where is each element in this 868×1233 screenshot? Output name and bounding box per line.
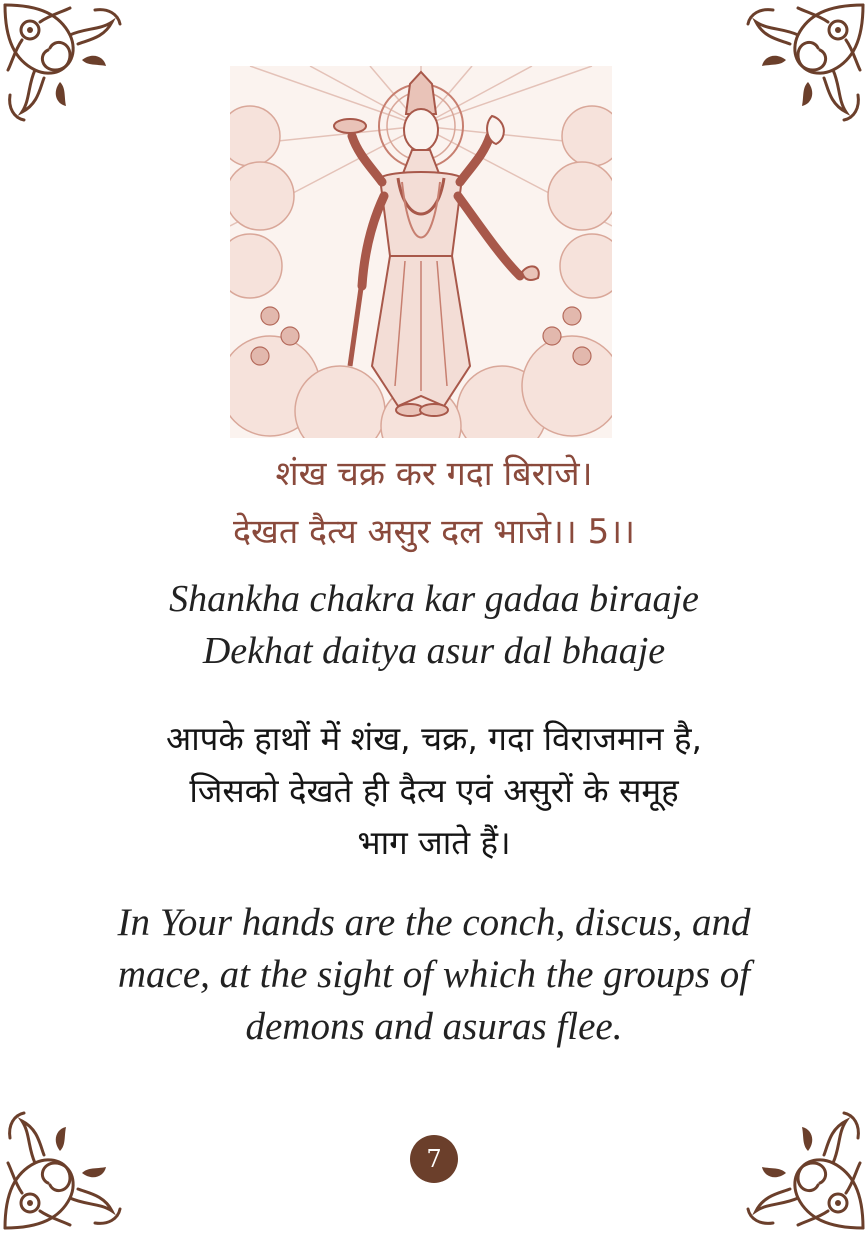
- verse-translit-line: Dekhat daitya asur dal bhaaje: [202, 630, 666, 672]
- meaning-hindi: [0, 713, 868, 869]
- meaning-hindi-line: आपके हाथों में शंख, चक्र, गदा विराजमान है,: [165, 719, 703, 758]
- meaning-english-line: mace, at the sight of which the groups of: [117, 953, 751, 996]
- page-number-badge: 7: [410, 1135, 458, 1183]
- floral-corner-ornament-icon: [0, 1108, 125, 1233]
- meaning-english-line: In Your hands are the conch, discus, and: [117, 901, 751, 944]
- floral-corner-ornament-icon: [743, 0, 868, 125]
- verse-translit-line: Shankha chakra kar gadaa biraaje: [169, 578, 699, 620]
- floral-corner-ornament-icon: [0, 0, 125, 125]
- meaning-hindi-line: जिसको देखते ही दैत्य एवं असुरों के समूह: [189, 771, 679, 810]
- verse-hindi-line: देखत दैत्य असुर दल भाजे।। 5।।: [232, 512, 635, 552]
- deity-illustration: [230, 66, 612, 438]
- meaning-english: [0, 897, 868, 1053]
- meaning-english-line: demons and asuras flee.: [245, 1005, 623, 1048]
- verse-hindi: [0, 445, 868, 561]
- verse-hindi-line: शंख चक्र कर गदा बिराजे।: [275, 454, 593, 494]
- verse-transliteration: [0, 573, 868, 677]
- meaning-hindi-line: भाग जाते हैं।: [357, 823, 511, 862]
- floral-corner-ornament-icon: [743, 1108, 868, 1233]
